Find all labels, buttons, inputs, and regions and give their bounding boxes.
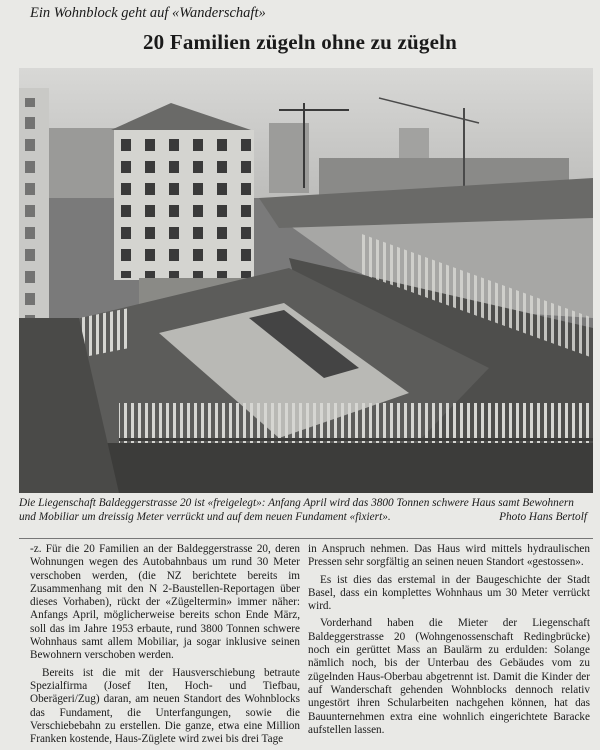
article-paragraph: Vorderhand haben die Mieter der Liegenschaft Baldeggerstrasse 20 (Wohngenossenschaft Redingbrücke) noch ein gerüttet Mass an Baulärm zu erdulden: Solange nämlich noch, bis der Unterbau des Gebäudes vom zu zügelnden Haus-Oberbau abgetrennt ist. Damit die Kinder der auf Wanderschaft gehenden Wohnblocks dennoch relativ ungestört ihren Schularbeiten nachgehen können, hat das Bauunternehmen extra eine wohnlich eingerichtete Baracke aufstellen lassen. — [308, 617, 590, 736]
caption-divider — [19, 538, 593, 539]
article-headline: 20 Familien zügeln ohne zu zügeln — [142, 30, 458, 54]
article-column-1 — [30, 543, 300, 750]
construction-site-photo — [19, 68, 593, 493]
photo-credit: Photo Hans Bertolf — [499, 511, 587, 523]
caption-text: Die Liegenschaft Baldeggerstrasse 20 ist «freigelegt»: Anfang April wird das 3800 Tonnen schwere Haus samt Bewohnern und Mobiliar um dreissig Meter verrückt und auf dem neuen Fundament «fixiert». — [19, 497, 574, 523]
photo-caption — [19, 496, 593, 524]
article-paragraph: Bereits ist die mit der Hausverschiebung betraute Spezialfirma (Josef Iten, Hoch- und Tiefbau, Oberägeri/Zug) daran, am neuen Standort des Wohnblocks das Fundament, die Unterfangungen, sowie die Verschiebebahn zu erstellen. Die ganze, etwa eine Million Franken kostende, Haus-Züglete wird zwei bis drei Tage — [30, 666, 300, 746]
article-column-2 — [308, 543, 590, 741]
article-paragraph: -z. Für die 20 Familien an der Baldeggerstrasse 20, deren Wohnungen wegen des Autobahnbaus um rund 30 Meter verschoben werden, (die NZ berichtete bereits im Zusammenhang mit den N 2-Baustellen-Reportagen über dieses Vorhaben), rückt der «Zügeltermin» immer näher: Anfangs April, möglicherweise bereits schon Ende März, soll das im Jahre 1953 erbaute, rund 3800 Tonnen schwere Wohnhaus samt allem Mobiliar, ja sogar inklusive seinen Bewohnern verschoben werden. — [30, 543, 300, 662]
article-paragraph: in Anspruch nehmen. Das Haus wird mittels hydraulischen Pressen sehr sorgfältig an seinen neuen Standort «gestossen». — [308, 543, 590, 569]
article-paragraph: Es ist dies das erstemal in der Baugeschichte der Stadt Basel, dass ein komplettes Wohnhaus um 30 Meter verrückt wird. — [308, 573, 590, 613]
article-kicker: Ein Wohnblock geht auf «Wanderschaft» — [30, 5, 266, 21]
